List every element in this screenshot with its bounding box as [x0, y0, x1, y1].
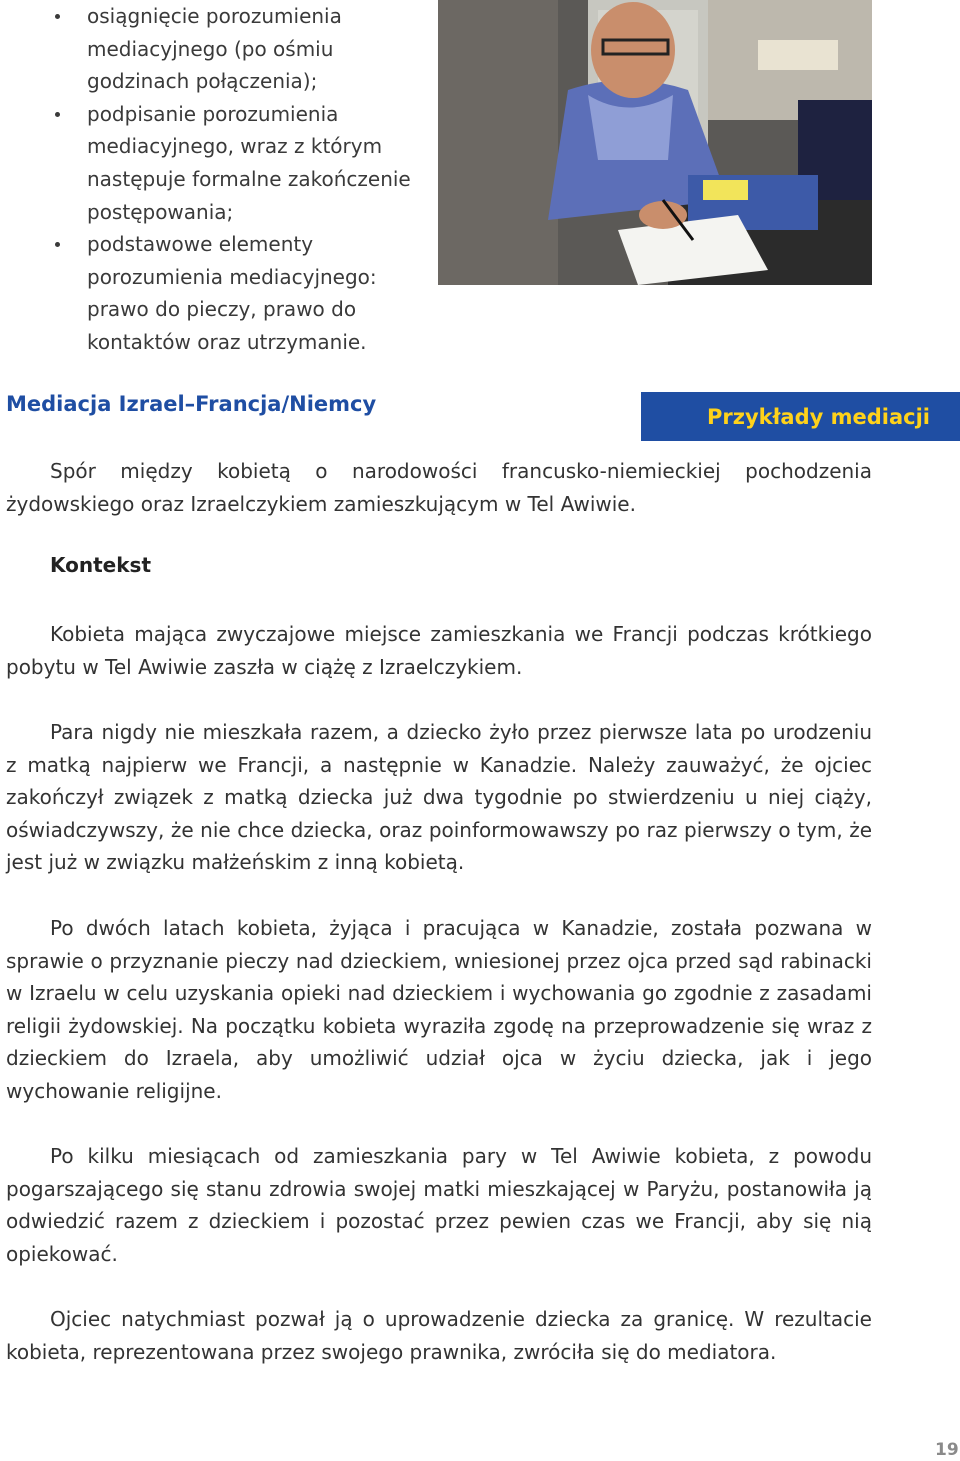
intro-paragraph: Spór między kobietą o narodowości francusko-niemieckiej pochodzenia żydowskiego oraz Izraelczykiem zamieszkującym w Tel Awiwie. [6, 459, 872, 516]
bullet-item: podpisanie porozumienia mediacyjnego, wraz z którym następuje formalne zakończenie postępowania; [87, 98, 427, 228]
paragraph: Ojciec natychmiast pozwał ją o uprowadzenie dziecka za granicę. W rezultacie kobieta, reprezentowana przez swojego prawnika, zwróciła się do mediatora. [6, 1307, 872, 1364]
photo-man-signing-document [438, 0, 872, 285]
subheading: Kontekst [50, 553, 152, 577]
paragraph: Po dwóch latach kobieta, żyjąca i pracująca w Kanadzie, została pozwana w sprawie o przyznanie pieczy nad dzieckiem, wniesionej przez ojca przed sąd rabinacki w Izraelu w celu uzyskania opieki nad dzieckiem i wychowania go zgodnie z zasadami religii żydowskiej. Na początku kobieta wyraziła zgodę na przeprowadzenie się wraz z dzieckiem do Izraela, aby umożliwić udział ojca w życiu dziecka, jak i jego wychowanie religijne. [6, 916, 872, 1103]
bullet-item: podstawowe elementy porozumienia mediacyjnego: prawo do pieczy, prawo do kontaktów oraz utrzymanie. [87, 228, 427, 358]
bullet-item: osiągnięcie porozumienia mediacyjnego (po ośmiu godzinach połączenia); [87, 0, 427, 98]
page-number: 19 [935, 1440, 959, 1460]
section-tag: Przykłady mediacji [641, 392, 960, 441]
section-title: Mediacja Izrael–Francja/Niemcy [6, 392, 377, 416]
paragraph: Kobieta mająca zwyczajowe miejsce zamieszkania we Francji podczas krótkiego pobytu w Tel Awiwie zaszła w ciążę z Izraelczykiem. [6, 622, 872, 679]
paragraph: Po kilku miesiącach od zamieszkania pary w Tel Awiwie kobieta, z powodu pogarszającego się stanu zdrowia swojej matki mieszkającej w Paryżu, postanowiła ją odwiedzić razem z dzieckiem i pozostać przez pewien czas we Francji, aby się nią opiekować. [6, 1144, 872, 1266]
bullet-list [87, 0, 427, 359]
paragraph: Para nigdy nie mieszkała razem, a dziecko żyło przez pierwsze lata po urodzeniu z matką najpierw we Francji, a następnie w Kanadzie. Należy zauważyć, że ojciec zakończył związek z matką dziecka już dwa tygodnie po stwierdzeniu u niej ciąży, oświadczywszy, że nie chce dziecka, oraz poinformowawszy po raz pierwszy o tym, że jest już w związku małżeńskim z inną kobietą. [6, 720, 872, 875]
